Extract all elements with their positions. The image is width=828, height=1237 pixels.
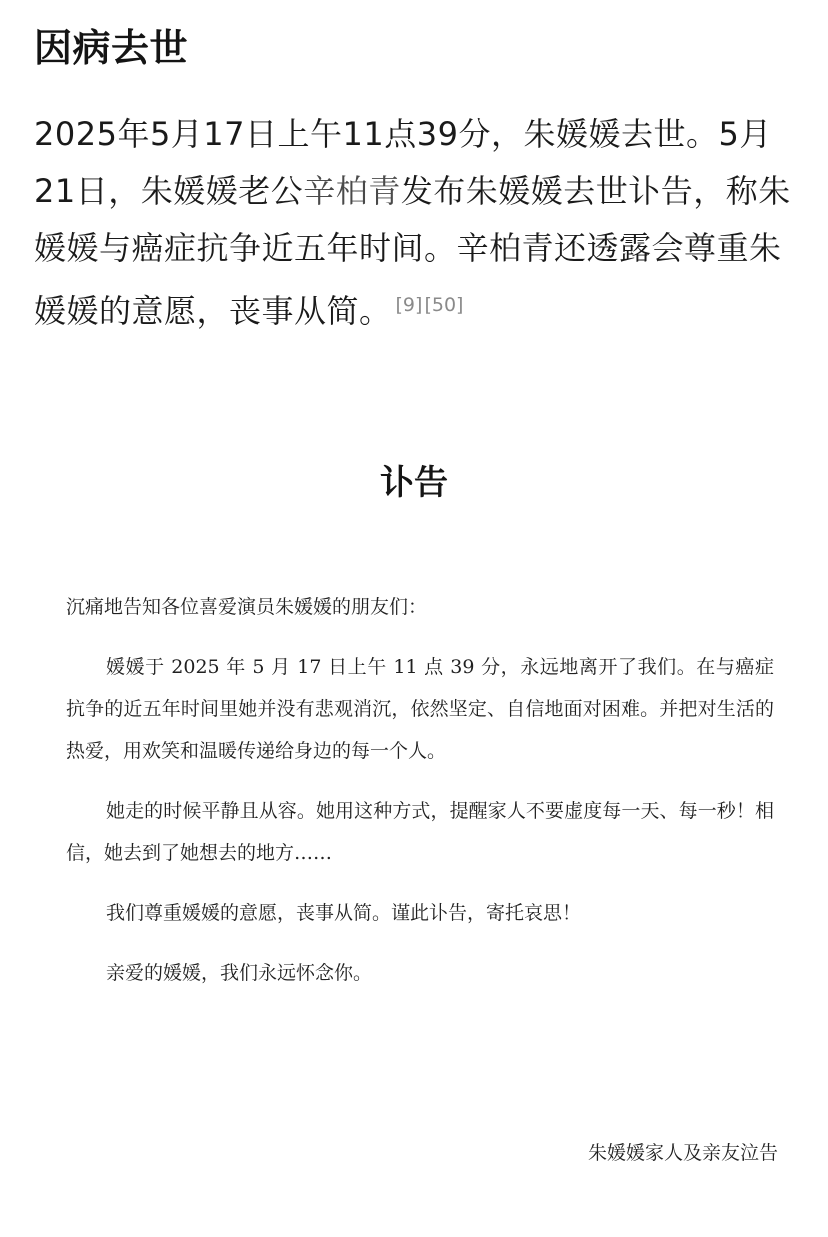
notice-signature: 朱媛媛家人及亲友泣告 bbox=[587, 1142, 778, 1164]
notice-title: 讣告 bbox=[380, 463, 448, 503]
intro-text-2: 发布朱媛媛去世讣告，称朱媛媛与癌症抗争近五年时间。辛柏青还透露会尊重朱媛媛的意愿，丧事从简。 bbox=[34, 172, 791, 330]
intro-text-1: 2025年5月17日上午11点39分，朱媛媛去世。5月21日，朱媛媛老公 bbox=[34, 115, 772, 210]
reference-link-50[interactable]: [50] bbox=[424, 294, 464, 316]
intro-paragraph bbox=[34, 106, 802, 340]
reference-link-9[interactable]: [9] bbox=[395, 294, 423, 316]
notice-paragraph: 亲爱的媛媛，我们永远怀念你。 bbox=[106, 962, 373, 984]
notice-paragraph: 我们尊重媛媛的意愿，丧事从简。谨此讣告，寄托哀思！ bbox=[106, 902, 582, 924]
section-heading: 因病去世 bbox=[34, 26, 189, 70]
notice-paragraph: 媛媛于 2025 年 5 月 17 日上午 11 点 39 分，永远地离开了我们。在与癌症抗争的近五年时间里她并没有悲观消沉，依然坚定、自信地面对困难。并把对生活的热爱，用欢笑和温暖传递给身边的每一个人。 bbox=[66, 656, 774, 762]
notice-body bbox=[66, 588, 774, 1012]
person-link-xin-baiqing[interactable]: 辛柏青 bbox=[303, 172, 401, 210]
obituary-notice-image bbox=[0, 420, 828, 1237]
notice-greeting: 沉痛地告知各位喜爱演员朱媛媛的朋友们： bbox=[66, 596, 428, 618]
notice-paragraph: 她走的时候平静且从容。她用这种方式，提醒家人不要虚度每一天、每一秒！相信，她去到了她想去的地方…… bbox=[66, 800, 774, 864]
